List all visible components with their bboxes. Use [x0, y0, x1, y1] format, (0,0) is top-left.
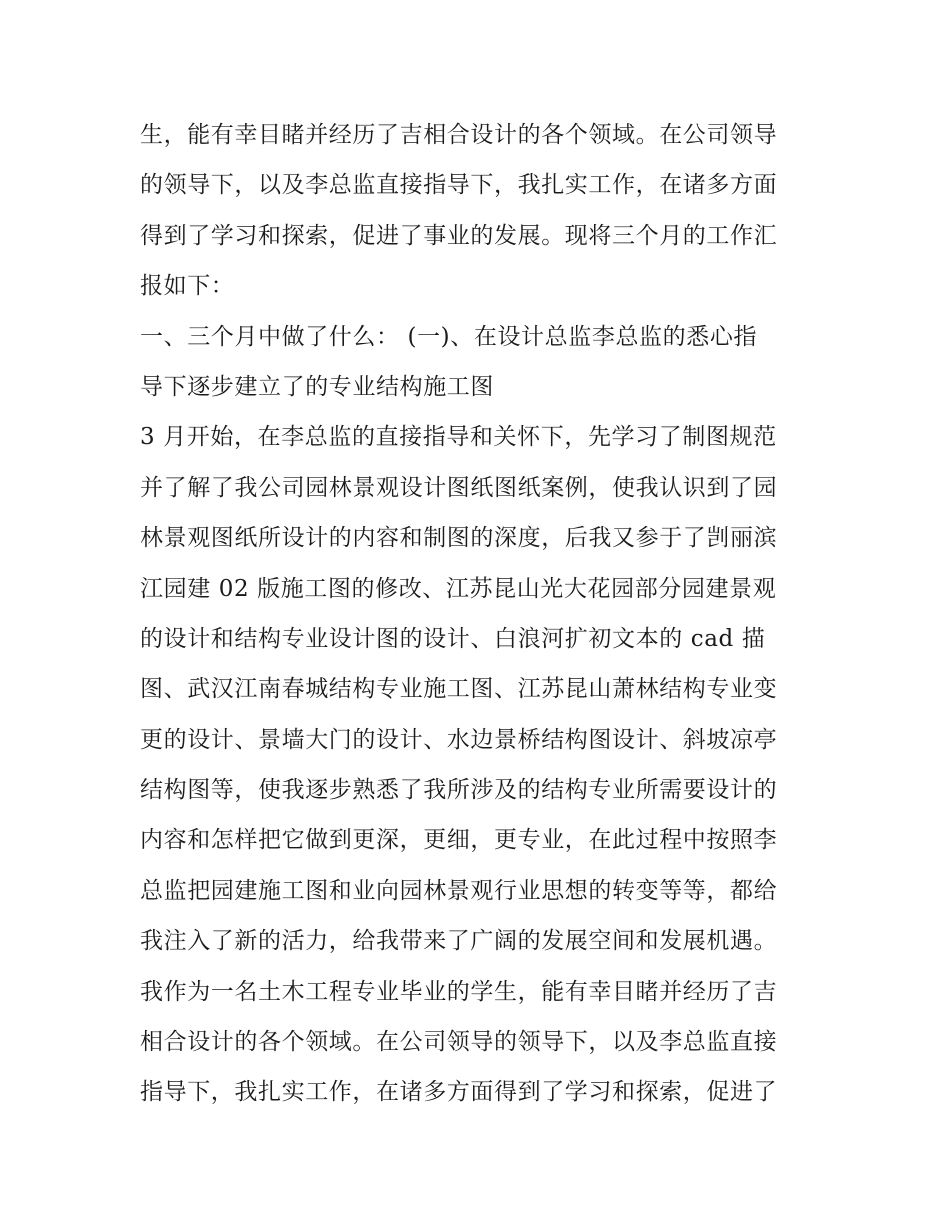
text-line: 更的设计、景墙大门的设计、水边景桥结构图设计、斜坡凉亭	[140, 726, 778, 753]
text-line: 并了解了我公司园林景观设计图纸图纸案例，使我认识到了园	[140, 474, 778, 501]
body-text	[140, 110, 830, 1118]
text-line: 我作为一名土木工程专业毕业的学生，能有幸目睹并经历了吉	[140, 978, 778, 1005]
text-line: 总监把园建施工图和业向园林景观行业思想的转变等等，都给	[140, 877, 778, 904]
text-line: 相合设计的各个领域。在公司领导的领导下，以及李总监直接	[140, 1029, 778, 1056]
text-line: 3 月开始，在李总监的直接指导和关怀下，先学习了制图规范	[140, 424, 777, 451]
text-line: 结构图等，使我逐步熟悉了我所涉及的结构专业所需要设计的	[140, 777, 778, 804]
text-line: 我注入了新的活力，给我带来了广阔的发展空间和发展机遇。	[140, 928, 778, 955]
text-line: 林景观图纸所设计的内容和制图的深度，后我又参于了剀丽滨	[140, 525, 778, 552]
section-heading-line: 一、三个月中做了什么： (一)、在设计总监李总监的悉心指	[140, 323, 758, 350]
text-line: 生，能有幸目睹并经历了吉相合设计的各个领域。在公司领导	[140, 122, 778, 148]
text-line: 报如下：	[140, 273, 235, 300]
text-line: 图、武汉江南春城结构专业施工图、江苏昆山萧林结构专业变	[140, 676, 778, 703]
text-line: 江园建 02 版施工图的修改、江苏昆山光大花园部分园建景观	[140, 575, 777, 602]
text-line: 内容和怎样把它做到更深，更细，更专业，在此过程中按照李	[140, 827, 778, 854]
text-line: 的领导下，以及李总监直接指导下，我扎实工作，在诸多方面	[140, 172, 778, 199]
text-line: 得到了学习和探索，促进了事业的发展。现将三个月的工作汇	[140, 222, 778, 249]
section-heading-line: 导下逐步建立了的专业结构施工图	[140, 373, 494, 400]
text-line: 的设计和结构专业设计图的设计、白浪河扩初文本的 cad 描	[140, 625, 766, 652]
text-line: 指导下，我扎实工作，在诸多方面得到了学习和探索，促进了	[140, 1079, 778, 1106]
